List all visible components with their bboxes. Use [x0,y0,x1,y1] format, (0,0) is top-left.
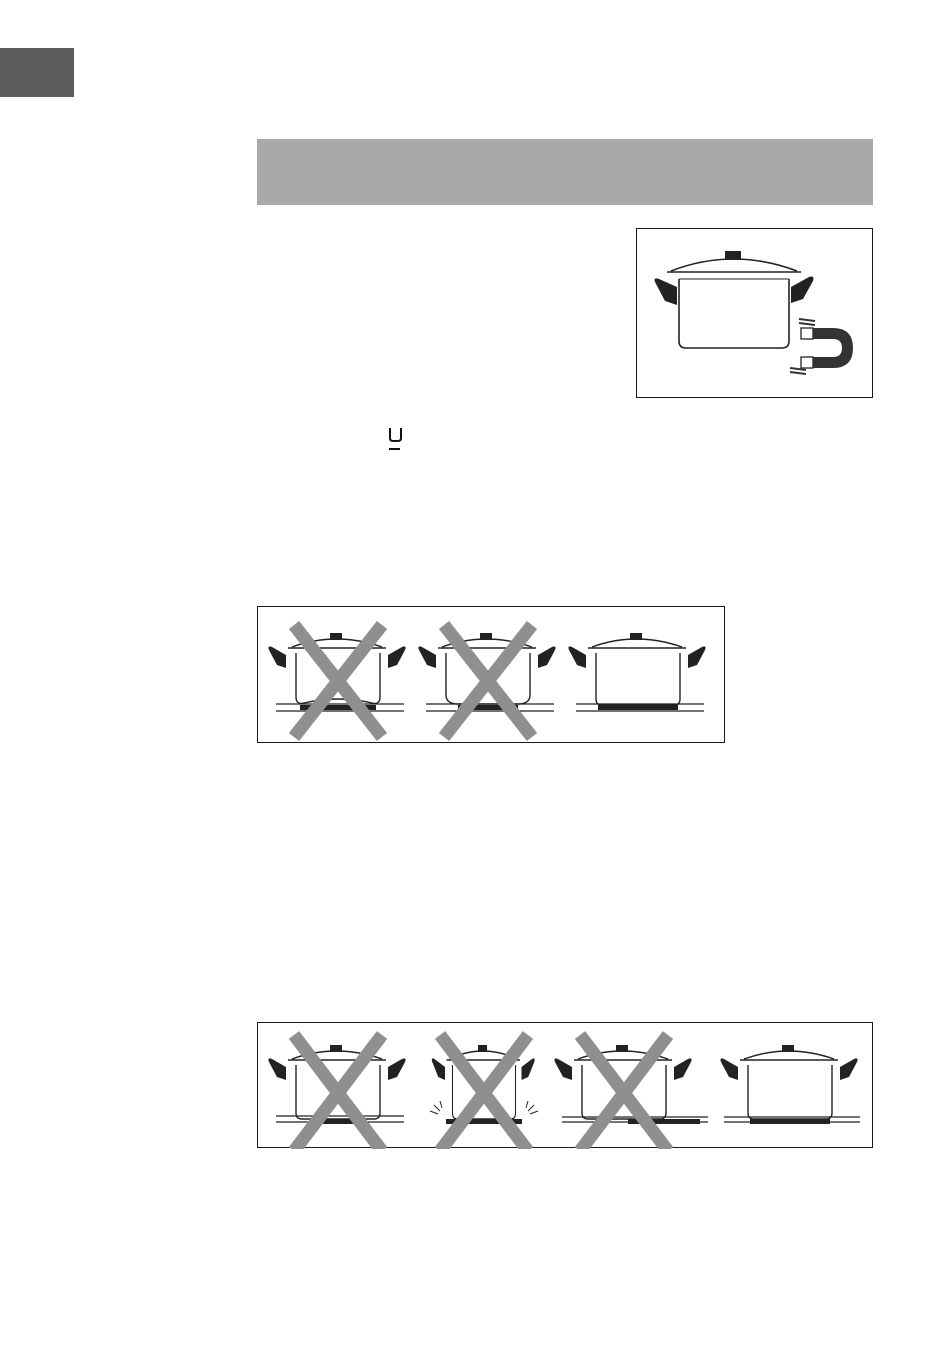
pot-off-center-icon [554,1035,708,1149]
pot-convex-base-icon [418,625,555,737]
section-header-bar [257,139,873,205]
pot-uneven-base-icon [430,1035,538,1149]
magnet-test-figure [636,228,873,398]
pot-with-magnet-icon [637,229,874,399]
pot-concave-base-icon [268,625,405,737]
pan-size-position-illustration [258,1023,874,1149]
language-tab [0,48,74,97]
pot-matching-base-icon [720,1045,860,1124]
no-pan-display-icon [384,424,408,452]
pot-small-base-icon [268,1035,405,1149]
pan-base-shape-figure [257,606,725,743]
pan-base-shape-illustration [258,607,726,744]
pan-size-position-figure [257,1022,873,1148]
pot-flat-base-icon [568,633,705,711]
